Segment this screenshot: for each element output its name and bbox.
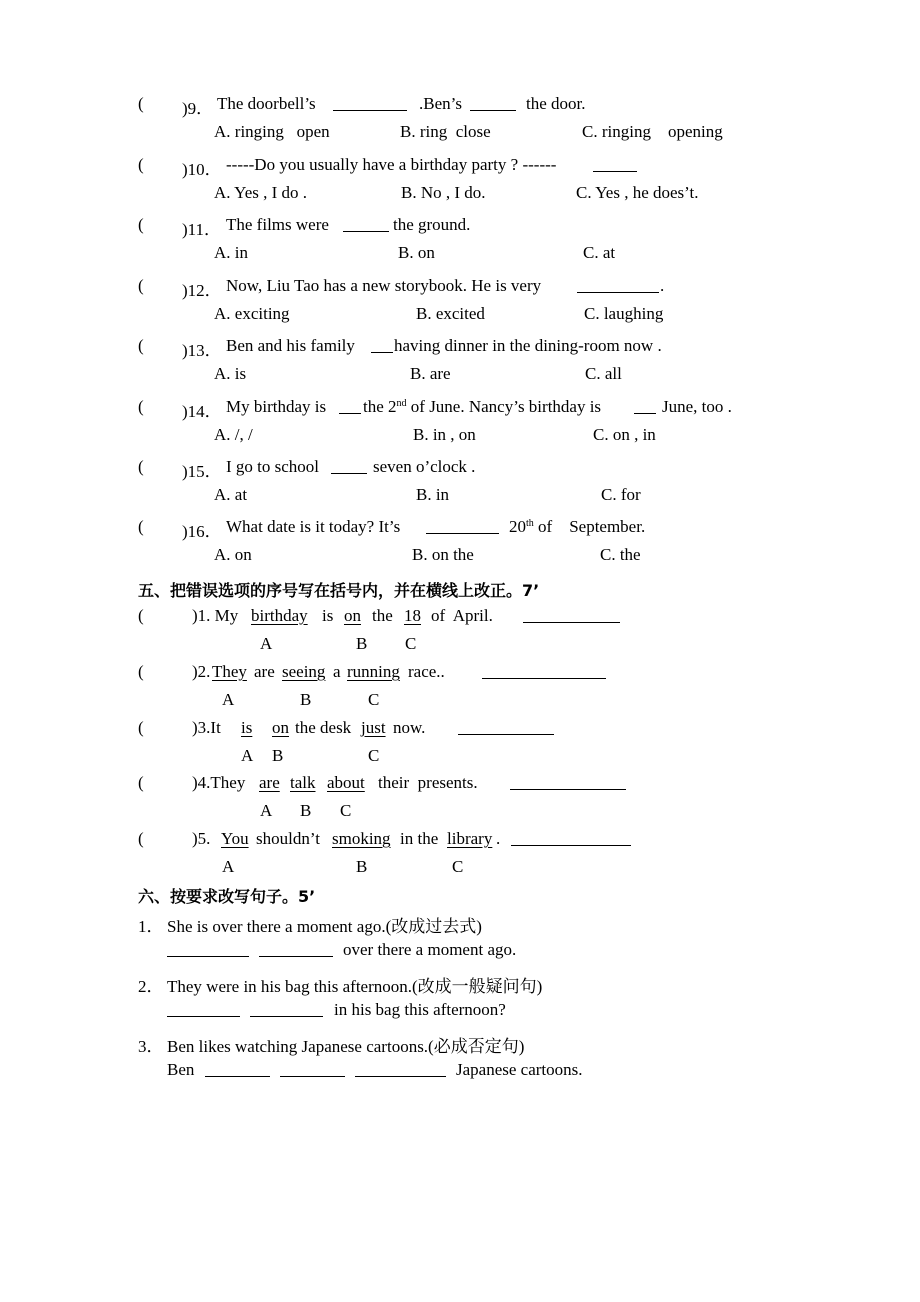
answer-blank [470,96,516,111]
item-text: in the [400,829,439,848]
option-b: B. ring close [400,122,491,141]
answer-blank [167,1002,240,1017]
question-text: The films were [226,215,329,234]
item-text: . [496,829,501,848]
answer-blank [371,338,393,353]
letter-b: B [272,746,284,765]
answer-paren: ( [138,94,144,113]
option-a: A. at [214,485,248,504]
answer-blank [634,399,656,414]
answer-blank [205,1062,270,1077]
answer-paren: ( [138,829,144,848]
item-number: 2． [138,977,164,996]
option-word-b: on [272,718,289,737]
letter-a: A [260,634,273,653]
correction-blank [511,831,631,846]
answer-blank [426,519,499,534]
option-c: C. all [585,364,622,383]
question-text [363,397,601,417]
answer-blank [280,1062,345,1077]
answer-paren: ( [138,397,144,416]
item-question: She is over there a moment ago.(改成过去式) [167,917,482,936]
answer-paren: ( [138,276,144,295]
question-text: having dinner in the dining-room now . [394,336,662,355]
section-6-title: 六、按要求改写句子。5’ [138,887,316,906]
answer-paren: ( [138,215,144,234]
option-a: A. ringing open [214,122,330,141]
question-text-part: of June. Nancy’s birthday is [406,397,602,416]
answer-blank [593,157,637,172]
answer-paren: ( [138,517,144,536]
letter-b: B [300,690,312,709]
option-c: C. at [583,243,616,262]
option-word-b: talk [290,773,316,792]
option-word-b: on [344,606,361,625]
item-text: of April. [431,606,493,625]
option-c: C. the [600,545,641,564]
option-a: A. Yes , I do . [214,183,308,202]
letter-a: A [241,746,254,765]
option-c: C. Yes , he does’t. [576,183,699,202]
letter-a: A [222,690,235,709]
letter-c: C [368,690,380,709]
option-a: A. on [214,545,252,564]
question-number: )14． [182,402,222,421]
answer-blank [333,96,407,111]
option-b: B. in [416,485,450,504]
option-b: B. are [410,364,451,383]
item-text: shouldn’t [256,829,320,848]
correction-blank [482,664,606,679]
question-text: . [660,276,665,295]
option-word-c: running [347,662,400,681]
answer-blank [355,1062,446,1077]
item-number: )4.They [192,773,246,792]
item-answer-text: over there a moment ago. [343,940,517,959]
answer-paren: ( [138,155,144,174]
question-text [509,517,645,537]
question-text: the ground. [393,215,471,234]
letter-a: A [260,801,273,820]
letter-b: B [300,801,312,820]
answer-paren: ( [138,336,144,355]
question-number: )12． [182,281,222,300]
item-text: are [254,662,275,681]
item-text: race.. [408,662,445,681]
question-text: June, too . [662,397,732,416]
letter-a: A [222,857,235,876]
question-text-part: the 2 [363,397,397,416]
correction-blank [523,608,620,623]
option-a: A. /, / [214,425,253,444]
answer-paren: ( [138,773,144,792]
item-question: They were in his bag this afternoon.(改成一般疑问句) [167,977,543,996]
question-number: )16． [182,522,222,541]
option-word-b: seeing [282,662,326,681]
correction-blank [458,720,554,735]
answer-paren: ( [138,457,144,476]
item-answer-text: in his bag this afternoon? [334,1000,506,1019]
option-b: B. excited [416,304,485,323]
item-number: 1． [138,917,164,936]
question-text: What date is it today? It’s [226,517,401,536]
item-number: )3.It [192,718,221,737]
letter-c: C [368,746,380,765]
question-text-part: 20 [509,517,526,536]
option-c: C. on , in [593,425,656,444]
option-word-a: are [259,773,280,792]
item-number: 3． [138,1037,164,1056]
option-b: B. No , I do. [401,183,486,202]
option-b: B. on the [412,545,474,564]
answer-blank [331,459,367,474]
answer-blank [343,217,389,232]
option-c: C. for [601,485,641,504]
item-text: is [322,606,334,625]
option-a: A. is [214,364,247,383]
option-b: B. on [398,243,435,262]
answer-paren: ( [138,718,144,737]
letter-b: B [356,857,368,876]
item-number: )2. [192,662,211,681]
question-text: The doorbell’s [217,94,316,113]
item-text: now. [393,718,426,737]
item-number: )1. My [192,606,239,625]
question-number: )9． [182,99,214,118]
ordinal-suffix: th [526,518,534,529]
question-text-part: of September. [533,517,646,536]
option-c: C. ringing opening [582,122,723,141]
option-b: B. in , on [413,425,476,444]
option-a: A. exciting [214,304,290,323]
question-number: )15． [182,462,222,481]
option-word-c: library [447,829,493,848]
option-word-a: is [241,718,253,737]
item-number: )5. [192,829,211,848]
answer-paren: ( [138,662,144,681]
correction-blank [510,775,626,790]
question-text: the door. [526,94,586,113]
item-question: Ben likes watching Japanese cartoons.(必成否定句) [167,1037,525,1056]
option-c: C. laughing [584,304,664,323]
question-text: seven o’clock . [373,457,476,476]
option-word-a: They [212,662,247,681]
letter-b: B [356,634,368,653]
option-a: A. in [214,243,248,262]
letter-c: C [340,801,352,820]
question-text: Now, Liu Tao has a new storybook. He is very [226,276,542,295]
question-text: I go to school [226,457,320,476]
question-number: )10． [182,160,222,179]
option-word-a: You [221,829,249,848]
letter-c: C [405,634,417,653]
question-text: -----Do you usually have a birthday party ? ------ [226,155,557,174]
ordinal-suffix: nd [396,398,407,409]
letter-c: C [452,857,464,876]
item-text: the desk [295,718,352,737]
option-word-c: just [361,718,386,737]
option-word-a: birthday [251,606,308,625]
answer-blank [339,399,361,414]
answer-paren: ( [138,606,144,625]
item-answer-lead: Ben [167,1060,195,1079]
option-word-c: about [327,773,365,792]
item-text: their presents. [378,773,478,792]
section-5-title: 五、把错误选项的序号写在括号内，并在横线上改正。7’ [138,581,540,600]
item-text: a [333,662,341,681]
question-number: )13． [182,341,222,360]
option-word-c: 18 [404,606,421,625]
answer-blank [259,942,333,957]
answer-blank [167,942,249,957]
question-number: )11． [182,220,222,239]
item-answer-text: Japanese cartoons. [456,1060,583,1079]
question-text: Ben and his family [226,336,355,355]
answer-blank [577,278,659,293]
item-text: the [372,606,393,625]
answer-blank [250,1002,323,1017]
question-text: .Ben’s [419,94,462,113]
option-word-b: smoking [332,829,391,848]
question-text: My birthday is [226,397,327,416]
